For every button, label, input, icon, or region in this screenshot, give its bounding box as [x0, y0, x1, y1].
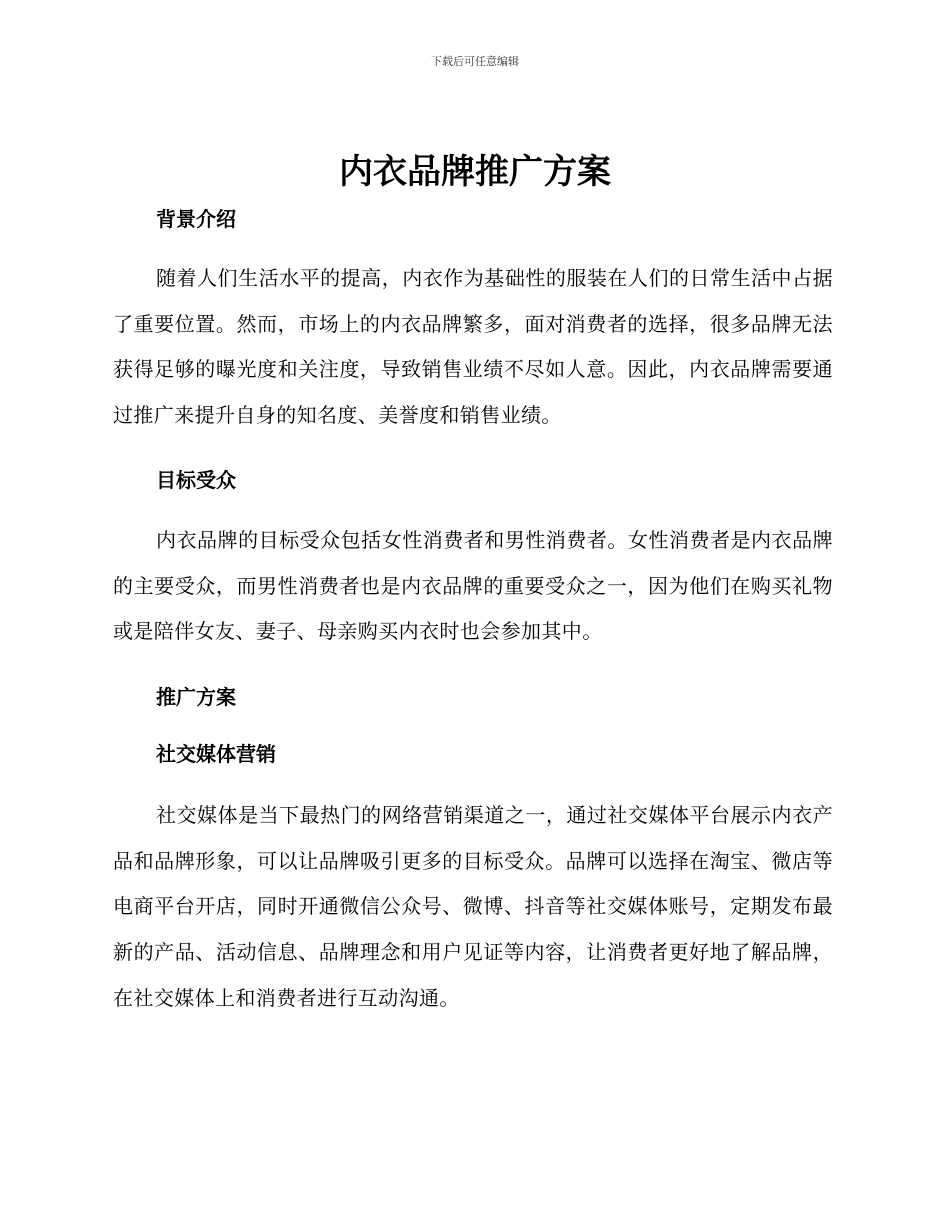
section-heading-social-media: 社交媒体营销	[156, 741, 276, 766]
section-heading-promotion-plan: 推广方案	[156, 684, 236, 709]
section-heading-background: 背景介绍	[156, 207, 236, 231]
section-paragraph-background: 随着人们生活水平的提高，内衣作为基础性的服装在人们的日常生活中占据了重要位置。然而，市场上的内衣品牌繁多，面对消费者的选择，很多品牌无法获得足够的曝光度和关注度，导致销售业绩不尽如人意。因此，内衣品牌需要通过推广来提升自身的知名度、美誉度和销售业绩。	[113, 266, 833, 428]
section-heading-target-audience: 目标受众	[156, 467, 236, 492]
document-body	[113, 204, 833, 1021]
section-paragraph-target-audience: 内衣品牌的目标受众包括女性消费者和男性消费者。女性消费者是内衣品牌的主要受众，而男性消费者也是内衣品牌的重要受众之一，因为他们在购买礼物或是陪伴女友、妻子、母亲购买内衣时也会参加其中。	[113, 527, 833, 644]
document-title: 内衣品牌推广方案	[339, 152, 611, 192]
section-paragraph-social-media: 社交媒体是当下最热门的网络营销渠道之一，通过社交媒体平台展示内衣产品和品牌形象，可以让品牌吸引更多的目标受众。品牌可以选择在淘宝、微店等电商平台开店，同时开通微信公众号、微博、抖音等社交媒体账号，定期发布最新的产品、活动信息、品牌理念和用户见证等内容，让消费者更好地了解品牌，在社交媒体上和消费者进行互动沟通。	[113, 802, 833, 1010]
page-header: 下载后可任意编辑	[431, 55, 519, 68]
